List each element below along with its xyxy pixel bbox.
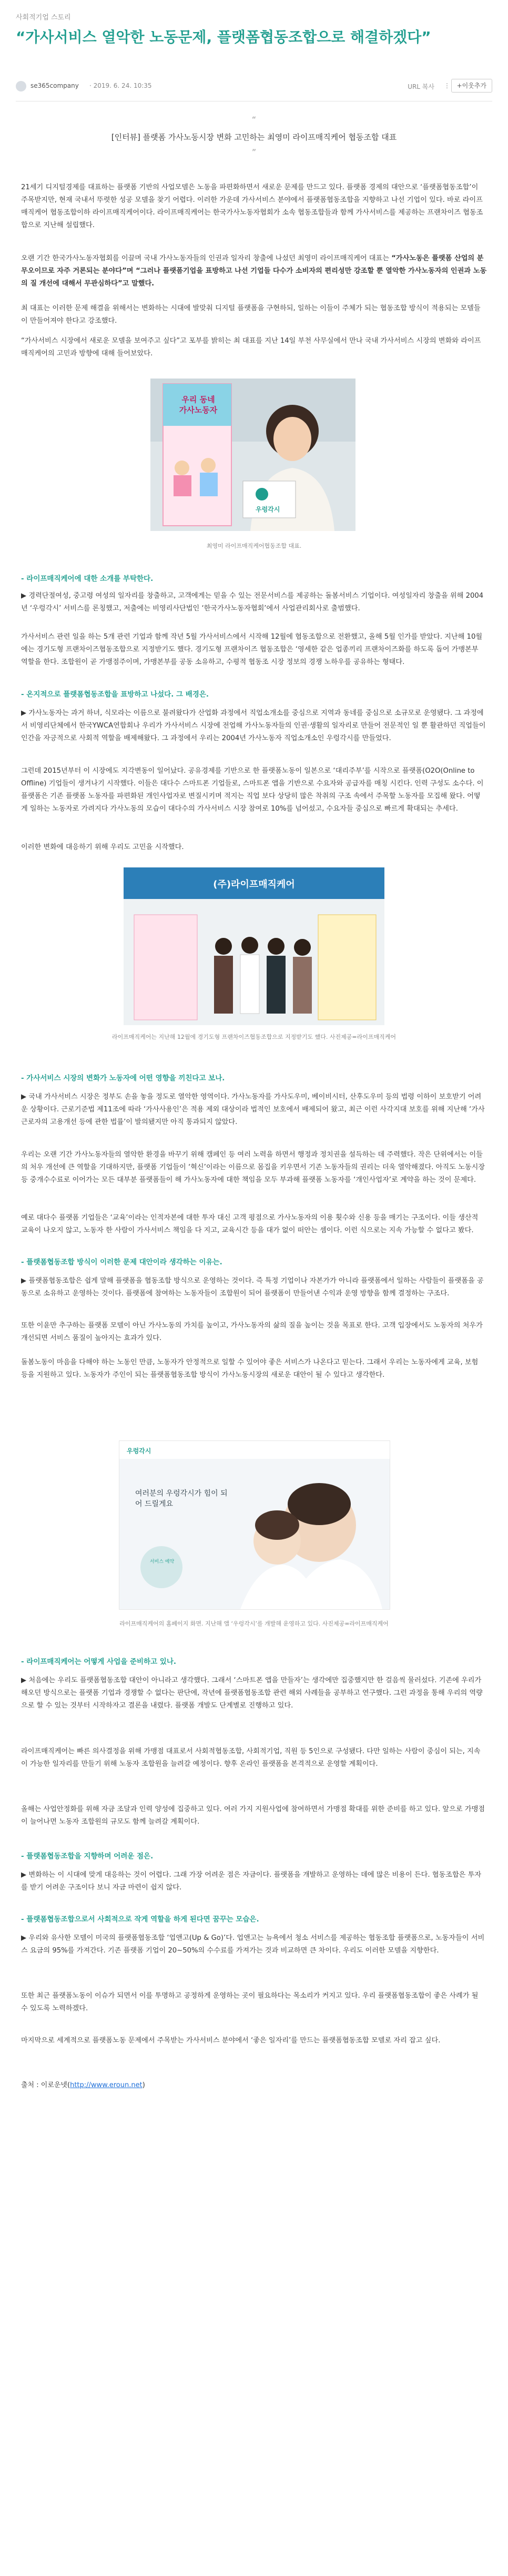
site-tagline: 여러분의 우렁각시가 힘이 되어 드릴게요: [135, 1489, 228, 1508]
url-copy-button[interactable]: URL 복사: [408, 83, 434, 90]
paragraph: ▶ 플랫폼협동조합은 쉽게 말해 플랫폼을 협동조합 방식으로 운영하는 것이다. 즉 특정 기업이나 자본가가 아니라 플랫폼에서 일하는 사람들이 플랫폼을 공동으로 소유하고 운영하는 것이다. 플랫폼에 참여하는 노동자들이 조합원이 되어 플랫폼이 만들어낸 수익과 운영 방향을 함께 결정하는 구조다.: [21, 1277, 484, 1297]
paragraph: ▶ 우리와 유사한 모델이 미국의 플랫폼협동조합 ‘업앤고(Up & Go)’다. 업앤고는 뉴욕에서 청소 서비스를 제공하는 협동조합 플랫폼으로, 노동자들이 서비스 요금의 95%를 가져간다. 기존 플랫폼 기업이 20~50%의 수수료를 가져가는 것과 비교하면 큰 차이다. 우리도 이러한 모델을 지향한다.: [21, 1934, 485, 1955]
highlight-quote: “가사노동은 플랫폼 산업의 분무오이므로 자주 거론되는 분야다”며 “그러나 플랫폼기업을 표방하고 나선 기업들 다수가 소비자의 편리성만 강조할 뿐 열악한 가사노동자의 인권과 노동의 질 개선에 대해서 무관심하다”고 말했다.: [21, 254, 487, 288]
source-link[interactable]: http://www.eroun.net: [70, 2081, 143, 2089]
paragraph: 또한 이윤만 추구하는 플랫폼 모델이 아닌 가사노동의 가치를 높이고, 가사노동자의 삶의 질을 높이는 것을 목표로 한다. 고객 입장에서도 노동자의 처우가 개선되면 서비스 품질이 높아지는 효과가 있다.: [21, 1322, 483, 1342]
paragraph: 이러한 변화에 대응하기 위해 우리도 고민을 시작했다.: [21, 843, 184, 851]
question-heading: - 가사서비스 시장의 변화가 노동자에 어떤 영향을 끼친다고 보나.: [21, 1074, 225, 1082]
question-heading: - 온지적으로 플랫폼협동조합을 표방하고 나섰다. 그 배경은.: [21, 690, 209, 699]
photo-illustration: [119, 1441, 390, 1609]
paragraph: 오랜 기간 한국가사노동자협회를 이끌며 국내 가사노동자들의 인권과 일자리 창출에 나섰던 최영미 라이프매직케어 대표는 “가사노동은 플랫폼 산업의 분무오이므로 자주 거론되는 분야다”며 “그러나 플랫폼기업을 표방하고 나선 기업들 다수가 소비자의 편리성만 강조할 뿐 열악한 가사노동자의 인권과 노동의 질 개선에 대해서 무관심하다”고 말했다.: [21, 254, 487, 288]
paragraph: ▶ 변화하는 이 시대에 맞게 대응하는 것이 어렵다. 그래 가장 어려운 점은 자금이다. 플랫폼을 개발하고 운영하는 데에 많은 비용이 든다. 협동조합은 투자를 받기 어려운 구조이다 보니 자금 마련이 쉽지 않다.: [21, 1871, 482, 1892]
question-heading: - 플랫폼협동조합으로서 사회적으로 작게 역할을 하게 된다면 꿈꾸는 모습은.: [21, 1915, 259, 1924]
brand-label: 우렁각시: [256, 506, 280, 513]
article-source: 출처 : 이로운넷(http://www.eroun.net): [21, 2081, 145, 2089]
paragraph: ▶ 국내 가사서비스 시장은 정부도 손을 놓을 정도로 열악한 영역이다. 가사노동자를 가사도우미, 베이비시터, 산후도우미 등의 법령 이하이 보호받기 어려운 상황이다. 근로기준법 제11조에 따라 ‘가사사용인’은 적용 제외 대상이라 법적인 보호에서 배제되어 왔고, 최근 이런 사각지대 보호를 위해 지난해 ‘가사근로자의 고용개선 등에 관한 법률’이 발의됐지만 아직 통과되지 않았다.: [21, 1093, 485, 1126]
post-category[interactable]: 사회적기업 스토리: [16, 14, 71, 22]
question-heading: - 플랫폼협동조합을 지향하며 어려운 점은.: [21, 1852, 154, 1861]
paragraph: 우리는 오랜 기간 가사노동자들의 열악한 환경을 바꾸기 위해 캠페인 등 여러 노력을 하면서 행정과 정치권을 설득하는 데 주력했다. 작은 단위에서는 이들의 처우 개선에 큰 역할을 기대하지만, 플랫폼 기업들이 ‘혁신’이라는 이름으로 몸집을 키우면서 기존 노동자들의 권리는 더욱 열악해졌다. 아직도 노동시장 등 중개수수료로 이어가는 모든 대부분 플랫폼들이 해 가사노동자에 대한 책임을 모두 부과해 플랫폼 노동자를 ‘개인사업자’로 계약을 하는 것이 문제다.: [21, 1151, 485, 1184]
service-reserve-button[interactable]: 서비스 예약: [149, 1559, 175, 1565]
paragraph: 올해는 사업안정화를 위해 자금 조달과 인력 양성에 집중하고 있다. 여러 가지 지원사업에 참여하면서 가맹점 확대를 위한 준비를 하고 있다. 앞으로 가맹점이 늘어나면 노동자 조합원의 규모도 함께 늘려갈 계획이다.: [21, 1805, 485, 1826]
paragraph: 그런데 2015년부터 이 시장에도 지각변동이 일어났다. 공유경제를 기반으로 한 플랫폼노동이 일본으로 ‘대리주부’를 시작으로 플랫폼(O2O(Online to Offline) 기업들이 생겨나기 시작했다. 이들은 대다수 스마트폰 기업들로, 스마트폰 앱을 기반으로 수요자와 공급자를 매칭 시킨다. 인력 구성도 소수다. 이 플랫폼은 기존 플랫폼 노동자를 파편화된 개인사업자로 변질시키며 적지는 직업 보다 상당히 많은 착취의 구조 속에서 주목할 노동자를 모집해 왔다. 어떻게 일하는 노동자로 가려지다 가사노동의 모습이 대다수의 가사서비스 시장 참여로 10%를 넘어섰고, 수요자들 중심으로 빠르게 확대되는 추세다.: [21, 767, 484, 813]
photo-illustration: [124, 867, 384, 1025]
website-screenshot[interactable]: [119, 1440, 390, 1610]
author-name[interactable]: se365company: [31, 82, 79, 89]
paragraph: “가사서비스 시장에서 새로운 모델을 보여주고 싶다”고 포부를 밝히는 최 대표를 지난 14일 부천 사무실에서 만나 국내 가사서비스 시장의 변화와 라이프매직케어의 고민과 방향에 대해 들어보았다.: [21, 337, 481, 357]
site-logo[interactable]: 우렁각시: [127, 1447, 151, 1455]
paragraph: 라이프매직케어는 빠른 의사결정을 위해 가맹점 대표로서 사회적협동조합, 사회적기업, 직원 등 5인으로 구성됐다. 다만 일하는 사람이 중심이 되는, 지속이 가능한 일자리를 만들기 위해 노동자 조합원을 늘려갈 예정이다. 향후 온라인 플랫폼을 본격적으로 운영할 계획이다.: [21, 1747, 481, 1768]
question-heading: - 라이프매직케어는 어떻게 사업을 준비하고 있나.: [21, 1658, 177, 1666]
paragraph: 최 대표는 이러한 문제 해결을 위해서는 변화하는 시대에 발맞춰 디지털 플랫폼을 구현하되, 일하는 이들이 주체가 되는 협동조합 방식이 적용되는 모델들이 만들어져야 한다고 강조했다.: [21, 304, 481, 325]
photo-caption: 라이프매직케어는 지난해 12월에 경기도형 프랜차이즈협동조합으로 지정받기도 했다. 사진제공=라이프매직케어: [112, 1034, 396, 1040]
avatar[interactable]: [16, 81, 26, 91]
post-date: · 2019. 6. 24. 10:35: [89, 82, 152, 89]
paragraph: ▶ 처음에는 우리도 플랫폼협동조합 대안이 아니라고 생각했다. 그래서 ‘스마트폰 앱을 만들자’는 생각에만 집중했지만 한 걸음씩 물러섰다. 기존에 우리가 해오던 방식으로는 플랫폼 기업과 경쟁할 수 없다는 판단에, 작년에 플랫폼협동조합 관련 해외 사례들을 공부하고 연구했다. 그런 과정을 통해 우리의 역량으로 할 수 있는 것부터 시작하자고 결론을 내렸다. 플랫폼 개발도 단계별로 진행하고 있다.: [21, 1677, 483, 1710]
paragraph: 예로 대다수 플랫폼 기업들은 ‘교육’이라는 인적자본에 대한 투자 대신 고객 평점으로 가사노동자의 이용 횟수와 신용 등을 매기는 구조이다. 이들 생산적 교육이 나오지 않고, 노동자 한 사람이 가사서비스 책임을 다 지고, 교육시간 등을 대가 없이 떠안는 셈이다. 이런 식으로는 지속 가능할 수 없다고 봤다.: [21, 1214, 479, 1234]
paragraph: 가사서비스 관련 일을 하는 5개 관련 기업과 함께 작년 5월 가사서비스에서 시작해 12월에 협동조합으로 전환했고, 올해 5월 인가를 받았다. 지난해 10월에는 경기도형 프랜차이즈협동조합으로 지정받기도 했다. 경기도형 프랜차이즈 협동조합은 ‘영세한 같은 업종끼리 프랜차이즈화를 하도록 돕어 가맹본부 역할을 한다. 조합원이 곧 가맹점주이며, 가맹본부를 공동 소유하고, 수평적 협동조 시장 정보의 경쟁 노하우를 공유하는 형태다.: [21, 633, 483, 666]
article-subtitle: [인터뷰] 플랫폼 가사노동시장 변화 고민하는 최영미 라이프매직케어 협동조합 대표: [111, 132, 397, 142]
question-heading: - 라이프매직케어에 대한 소개를 부탁한다.: [21, 575, 154, 583]
photo-caption: 최영미 라이프매직케어협동조합 대표.: [206, 543, 302, 549]
question-heading: - 플랫폼협동조합 방식이 이러한 문제 대안이라 생각하는 이유는.: [21, 1258, 222, 1266]
group-photo[interactable]: [124, 867, 384, 1025]
paragraph: 돌봄노동이 마음을 다해야 하는 노동인 만큼, 노동자가 안정적으로 일할 수 있어야 좋은 서비스가 나온다고 믿는다. 그래서 우리는 노동자에게 교육, 보험 등을 지원하고 있다. 노동자가 주인이 되는 플랫폼협동조합 방식이 가사노동시장의 새로운 대안이 될 수 있다고 생각한다.: [21, 1358, 479, 1379]
share-icon[interactable]: ⋮: [444, 82, 450, 89]
paragraph: ▶ 경력단절여성, 중고령 여성의 일자리를 창출하고, 고객에게는 믿을 수 있는 전문서비스를 제공하는 돌봄서비스 기업이다. 여성일자리 창출을 위해 2004년 ‘우렁각시’ 서비스를 론칭했고, 저출에는 비영리사단법인 ‘한국가사노동자협회’에서 사업관리회사로 출범했다.: [21, 592, 484, 612]
paragraph: ▶ 가사노동자는 과거 하녀, 식모라는 이름으로 불려왔다가 산업화 과정에서 직업소개소를 중심으로 지역과 동네를 중심으로 소규모로 운영됐다. 그 과정에서 비영리단체에서 한국YWCA연합회나 우리가 가사서비스 시장에 전업해 가사노동자들의 인권·생활의 일자리로 만들어 전문적인 일 뿐 활관하던 직업들이 인간을 자긍적으로 사회적 역할을 배제해왔다. 그 과정에서 우리는 2004년 가사노동자 직업소개소인 우렁각시를 만들었다.: [21, 709, 486, 742]
paragraph: 마지막으로 세계적으로 플랫폼노동 문제에서 주목받는 가사서비스 분야에서 ‘좋은 일자리’를 만드는 플랫폼협동조합 모델로 자리 잡고 싶다.: [21, 2037, 441, 2045]
paragraph: 또한 최근 플랫폼노동이 이슈가 되면서 이를 투명하고 공정하게 운영하는 곳이 필요하다는 목소리가 커지고 있다. 우리 플랫폼협동조합이 좋은 사례가 될 수 있도록 노력하겠다.: [21, 1992, 479, 2012]
paragraph: 21세기 디지털경제를 대표하는 플랫폼 기반의 사업모델은 노동을 파편화하면서 새로운 문제를 만드고 있다. 플랫폼 경제의 대안으로 ‘플랫폼협동조합’이 주목받지만, 현재 국내서 뚜렷한 성공 모델을 찾기 어렵다. 이러한 가운데 가사서비스 분야에서 플랫폼협동조합을 지향하고 나선 기업이 있다. 바로 라이프매직케어 협동조합이하 라이프매직케어이다. 라이프매직케어는 한국가사노동자협회가 소속 협동조합들과 함께 가사서비스를 제공하는 프랜차이즈 협동조합으로 지난해 설립했다.: [21, 183, 483, 229]
event-banner: (주)라이프매직케어: [213, 879, 295, 890]
photo-caption: 라이프매직케어의 홈페이지 화면. 지난해 앱 ‘우렁각시’를 개발해 운영하고 있다. 사진제공=라이프매직케어: [119, 1620, 389, 1627]
post-title: “가사서비스 열악한 노동문제, 플랫폼협동조합으로 해결하겠다”: [16, 28, 431, 46]
quote-close-icon: ”: [251, 147, 257, 157]
quote-open-icon: “: [251, 115, 257, 125]
poster-title: 우리 동네 가사노동자: [179, 395, 218, 415]
interviewee-photo[interactable]: [150, 379, 355, 531]
add-neighbor-button[interactable]: +이웃추가: [451, 79, 492, 93]
post-meta: [16, 79, 492, 94]
